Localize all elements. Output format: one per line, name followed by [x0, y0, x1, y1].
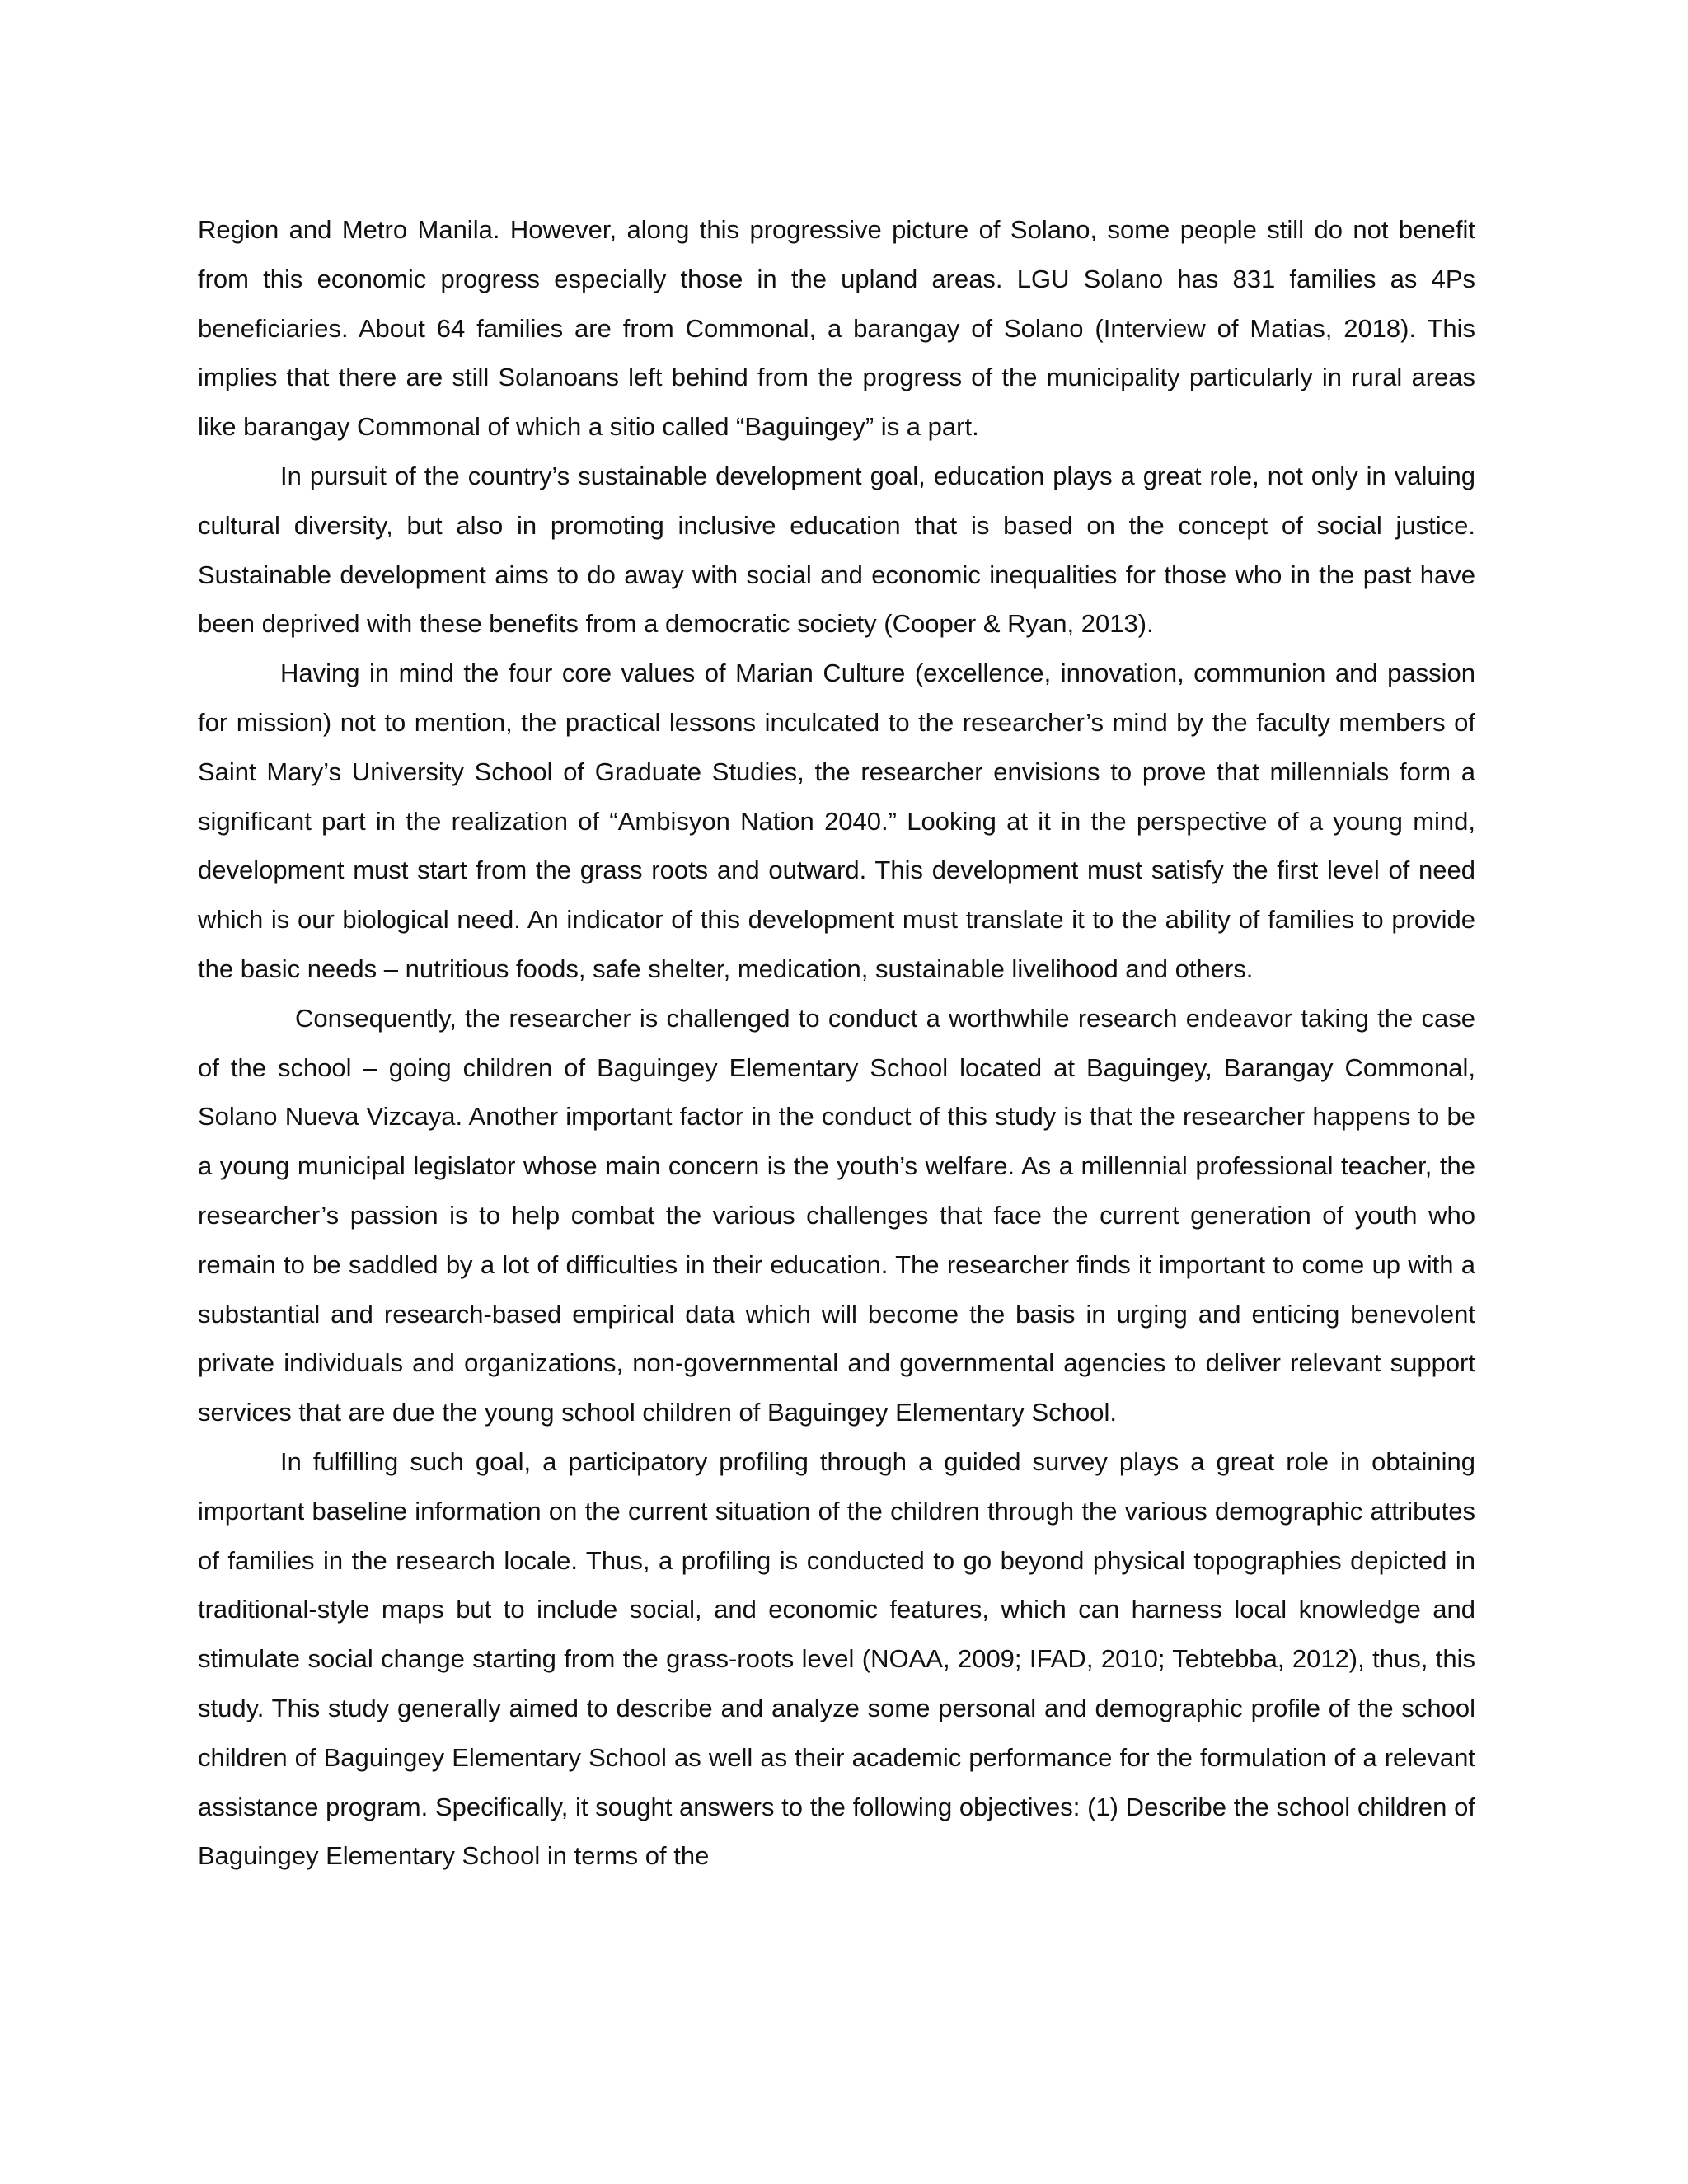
paragraph-solano-progress: Region and Metro Manila. However, along this progressive picture of Solano, some people still do not benefit from this economic progress especially those in the upland areas. LGU Solano has 831 families as 4Ps beneficiaries. About 64 families are from Commonal, a barangay of Solano (Interview of Matias, 2018). This implies that there are still Solanoans left behind from the progress of the municipality particularly in rural areas like barangay Commonal of which a sitio called “Baguingey” is a part. — [198, 215, 1475, 442]
paragraph-participatory-profiling: In fulfilling such goal, a participatory profiling through a guided survey plays a great role in obtaining important baseline information on the current situation of the children through the various demographic attributes of families in the research locale. Thus, a profiling is conducted to go beyond physical topographies depicted in traditional-style maps but to include social, and economic features, which can harness local knowledge and stimulate social change starting from the grass-roots level (NOAA, 2009; IFAD, 2010; Tebtebba, 2012), thus, this study. This study generally aimed to describe and analyze some personal and demographic profile of the school children of Baguingey Elementary School as well as their academic performance for the formulation of a relevant assistance program. Specifically, it sought answers to the following objectives: (1) Describe the school children of Baguingey Elementary School in terms of the — [198, 1446, 1475, 1871]
paragraph-marian-culture: Having in mind the four core values of Marian Culture (excellence, innovation, communion and passion for mission) not to mention, the practical lessons inculcated to the researcher’s mind by the faculty members of Saint Mary’s University School of Graduate Studies, the researcher envisions to prove that millennials form a significant part in the realization of “Ambisyon Nation 2040.” Looking at it in the perspective of a young mind, development must start from the grass roots and outward. This development must satisfy the first level of need which is our biological need. An indicator of this development must translate it to the ability of families to provide the basic needs – nutritious foods, safe shelter, medication, sustainable livelihood and others. — [198, 658, 1475, 983]
document-body — [198, 205, 1475, 1881]
paragraph-sustainable-development: In pursuit of the country’s sustainable development goal, education plays a great role, not only in valuing cultural diversity, but also in promoting inclusive education that is based on the concept of social justice. Sustainable development aims to do away with social and economic inequalities for those who in the past have been deprived with these benefits from a democratic society (Cooper & Ryan, 2013). — [198, 461, 1475, 639]
paragraph-research-endeavor: Consequently, the researcher is challenged to conduct a worthwhile research endeavor taking the case of the school – going children of Baguingey Elementary School located at Baguingey, Barangay Commonal, Solano Nueva Vizcaya. Another important factor in the conduct of this study is that the researcher happens to be a young municipal legislator whose main concern is the youth’s welfare. As a millennial professional teacher, the researcher’s passion is to help combat the various challenges that face the current generation of youth who remain to be saddled by a lot of difficulties in their education. The researcher finds it important to come up with a substantial and research-based empirical data which will become the basis in urging and enticing benevolent private individuals and organizations, non-governmental and governmental agencies to deliver relevant support services that are due the young school children of Baguingey Elementary School. — [198, 1003, 1475, 1427]
